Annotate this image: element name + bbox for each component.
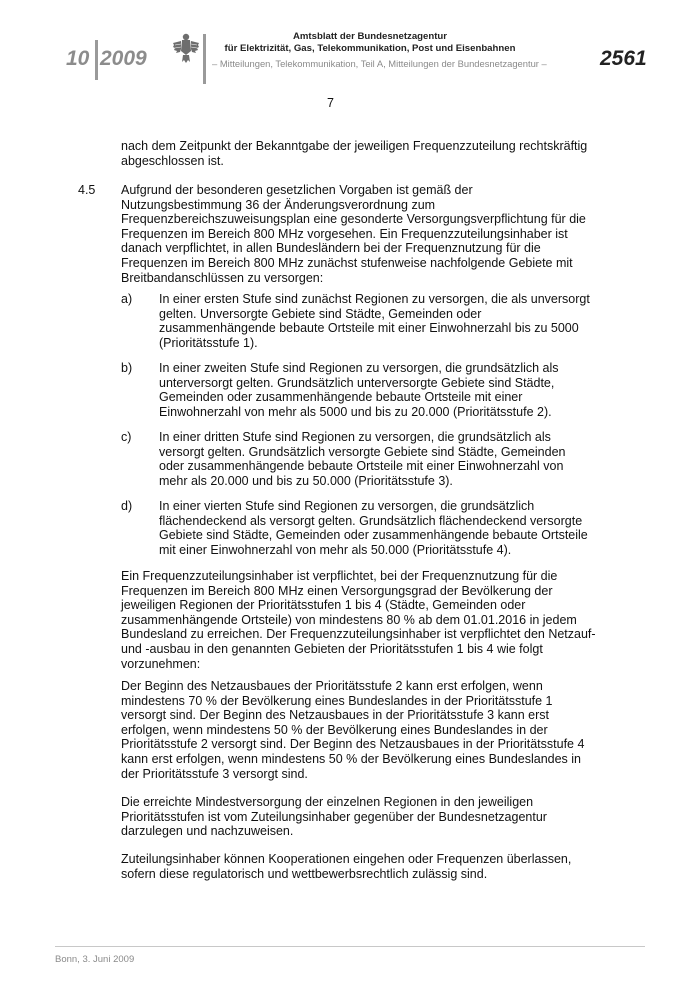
text-line: mehr als 20.000 und bis zu 50.000 (Prioritätsstufe 3).	[159, 473, 453, 488]
text-line: In einer dritten Stufe sind Regionen zu versorgen, die grundsätzlich als	[159, 430, 551, 444]
text-line: flächendeckend als versorgt gelten. Grundsätzlich flächendeckend versorgte	[159, 513, 583, 528]
gazette-title: Amtsblatt der Bundesnetzagentur	[292, 31, 448, 42]
text-line: gelten. Unversorgte Gebiete sind Städte, Gemeinden oder	[159, 306, 482, 321]
text-line: Frequenzen im Bereich 800 MHz einen Versorgungsgrad der Bevölkerung der	[121, 583, 553, 598]
section-paragraph	[121, 183, 586, 285]
text-line: jeweiligen Regionen der Prioritätsstufen 1 bis 4 (Städte, Gemeinden oder	[121, 598, 526, 613]
subpage-number: 7	[327, 96, 334, 110]
text-line: versorgt sind. Der Beginn des Netzausbaues in der Prioritätsstufe 3 kann erst	[121, 708, 549, 723]
list-item	[159, 292, 590, 350]
body-paragraph	[121, 795, 547, 839]
text-line: sofern diese regulatorisch und wettbewerbsrechtlich zulässig sind.	[121, 866, 488, 881]
text-line: Bundesland zu erreichen. Der Frequenzzuteilungsinhaber ist verpflichtet den Netzauf-	[121, 627, 596, 642]
intro-paragraph	[121, 139, 587, 168]
text-line: Zuteilungsinhaber können Kooperationen eingehen oder Frequenzen überlassen,	[121, 852, 572, 866]
list-item-label: c)	[121, 430, 132, 444]
text-line: unterversorgt gelten. Grundsätzlich unterversorgte Gebiete sind Städte,	[159, 375, 555, 390]
text-line: In einer zweiten Stufe sind Regionen zu versorgen, die grundsätzlich als	[159, 361, 559, 375]
text-line: oder zusammenhängende bebaute Ortsteile mit einer Einwohnerzahl von	[159, 459, 564, 474]
body-paragraph	[121, 852, 571, 881]
section-number: 4.5	[78, 183, 96, 197]
text-line: Ein Frequenzzuteilungsinhaber ist verpflichtet, bei der Frequenznutzung für die	[121, 569, 558, 583]
list-item-label: b)	[121, 361, 133, 375]
text-line: Frequenzbereichszuweisungsplan eine gesonderte Versorgungsverpflichtung für die	[121, 212, 586, 227]
federal-eagle-icon	[172, 31, 200, 65]
text-line: abgeschlossen ist.	[121, 153, 224, 168]
text-line: erfolgen, wenn mindestens 50 % der Bevölkerung eines Bundeslandes in der	[121, 722, 548, 737]
header-divider	[203, 34, 206, 84]
list-item-label: a)	[121, 292, 133, 306]
text-line: zusammenhängende bebaute Ortsteile mit einer Einwohnerzahl bis zu 5000	[159, 321, 579, 336]
text-line: darzulegen und nachzuweisen.	[121, 824, 294, 839]
text-line: (Prioritätsstufe 1).	[159, 335, 258, 350]
text-line: nach dem Zeitpunkt der Bekanntgabe der jeweiligen Frequenzzuteilung rechtskräftig	[121, 139, 588, 153]
page-number: 2561	[600, 47, 647, 70]
gazette-subtitle: – Mitteilungen, Telekommunikation, Teil A, Mitteilungen der Bundesnetzagentur –	[212, 58, 547, 69]
text-line: Nutzungsbestimmung 36 der Änderungsverordnung zum	[121, 197, 436, 212]
text-line: kann erst erfolgen, wenn mindestens 50 % der Bevölkerung eines Bundeslandes in	[121, 751, 582, 766]
list-item	[159, 361, 559, 419]
text-line: Die erreichte Mindestversorgung der einzelnen Regionen in den jeweiligen	[121, 795, 534, 809]
issue-number: 10	[66, 47, 90, 70]
text-line: Einwohnerzahl von mehr als 5000 und bis zu 20.000 (Prioritätsstufe 2).	[159, 404, 552, 419]
text-line: mit einer Einwohnerzahl von mehr als 50.000 (Prioritätsstufe 4).	[159, 542, 512, 557]
list-item-label: d)	[121, 499, 133, 513]
text-line: Breitbandanschlüssen zu versorgen:	[121, 270, 324, 285]
text-line: Der Beginn des Netzausbaues der Prioritätsstufe 2 kann erst erfolgen, wenn	[121, 679, 543, 693]
text-line: der Prioritätsstufe 3 versorgt sind.	[121, 766, 308, 781]
text-line: Gemeinden oder zusammenhängende bebaute Ortsteile mit einer	[159, 390, 523, 405]
text-line: In einer ersten Stufe sind zunächst Regionen zu versorgen, die als unversorgt	[159, 292, 590, 306]
text-line: und -ausbau in den genannten Gebieten der Prioritätsstufen 1 bis 4 wie folgt	[121, 641, 543, 656]
text-line: mindestens 70 % der Bevölkerung eines Bundeslandes in der Prioritätsstufe 1	[121, 693, 553, 708]
text-line: vorzunehmen:	[121, 656, 201, 671]
list-item	[159, 430, 565, 488]
text-line: In einer vierten Stufe sind Regionen zu versorgen, die grundsätzlich	[159, 499, 535, 513]
text-line: versorgt gelten. Grundsätzlich versorgte Gebiete sind Städte, Gemeinden	[159, 444, 566, 459]
text-line: Prioritätsstufe 2 versorgt sind. Der Beginn des Netzausbaues in der Prioritätsstufe 4	[121, 737, 585, 752]
gazette-title-line2: für Elektrizität, Gas, Telekommunikation, Post und Eisenbahnen	[224, 43, 516, 54]
text-line: danach verpflichtet, in allen Bundesländern bei der Frequenznutzung für die	[121, 241, 541, 256]
text-line: Prioritätsstufen ist vom Zuteilungsinhaber gegenüber der Bundesnetzagentur	[121, 809, 547, 824]
text-line: Frequenzen im Bereich 800 MHz zunächst stufenweise nachfolgende Gebiete mit	[121, 255, 573, 270]
text-line: Frequenzen im Bereich 800 MHz vorgesehen. Ein Frequenzzuteilungsinhaber ist	[121, 226, 568, 241]
issue-year: 2009	[100, 47, 147, 70]
footer-place-date: Bonn, 3. Juni 2009	[55, 954, 135, 965]
issue-divider	[95, 40, 98, 80]
body-paragraph	[121, 569, 596, 671]
text-line: zusammenhängende Ortsteile) von mindestens 80 % ab dem 01.01.2016 in jedem	[121, 612, 577, 627]
text-line: Gebiete sind Städte, Gemeinden oder zusammenhängende bebaute Ortsteile	[159, 528, 588, 543]
list-item	[159, 499, 588, 557]
text-line: Aufgrund der besonderen gesetzlichen Vorgaben ist gemäß der	[121, 183, 473, 197]
footer-divider	[55, 946, 645, 947]
body-paragraph	[121, 679, 584, 781]
